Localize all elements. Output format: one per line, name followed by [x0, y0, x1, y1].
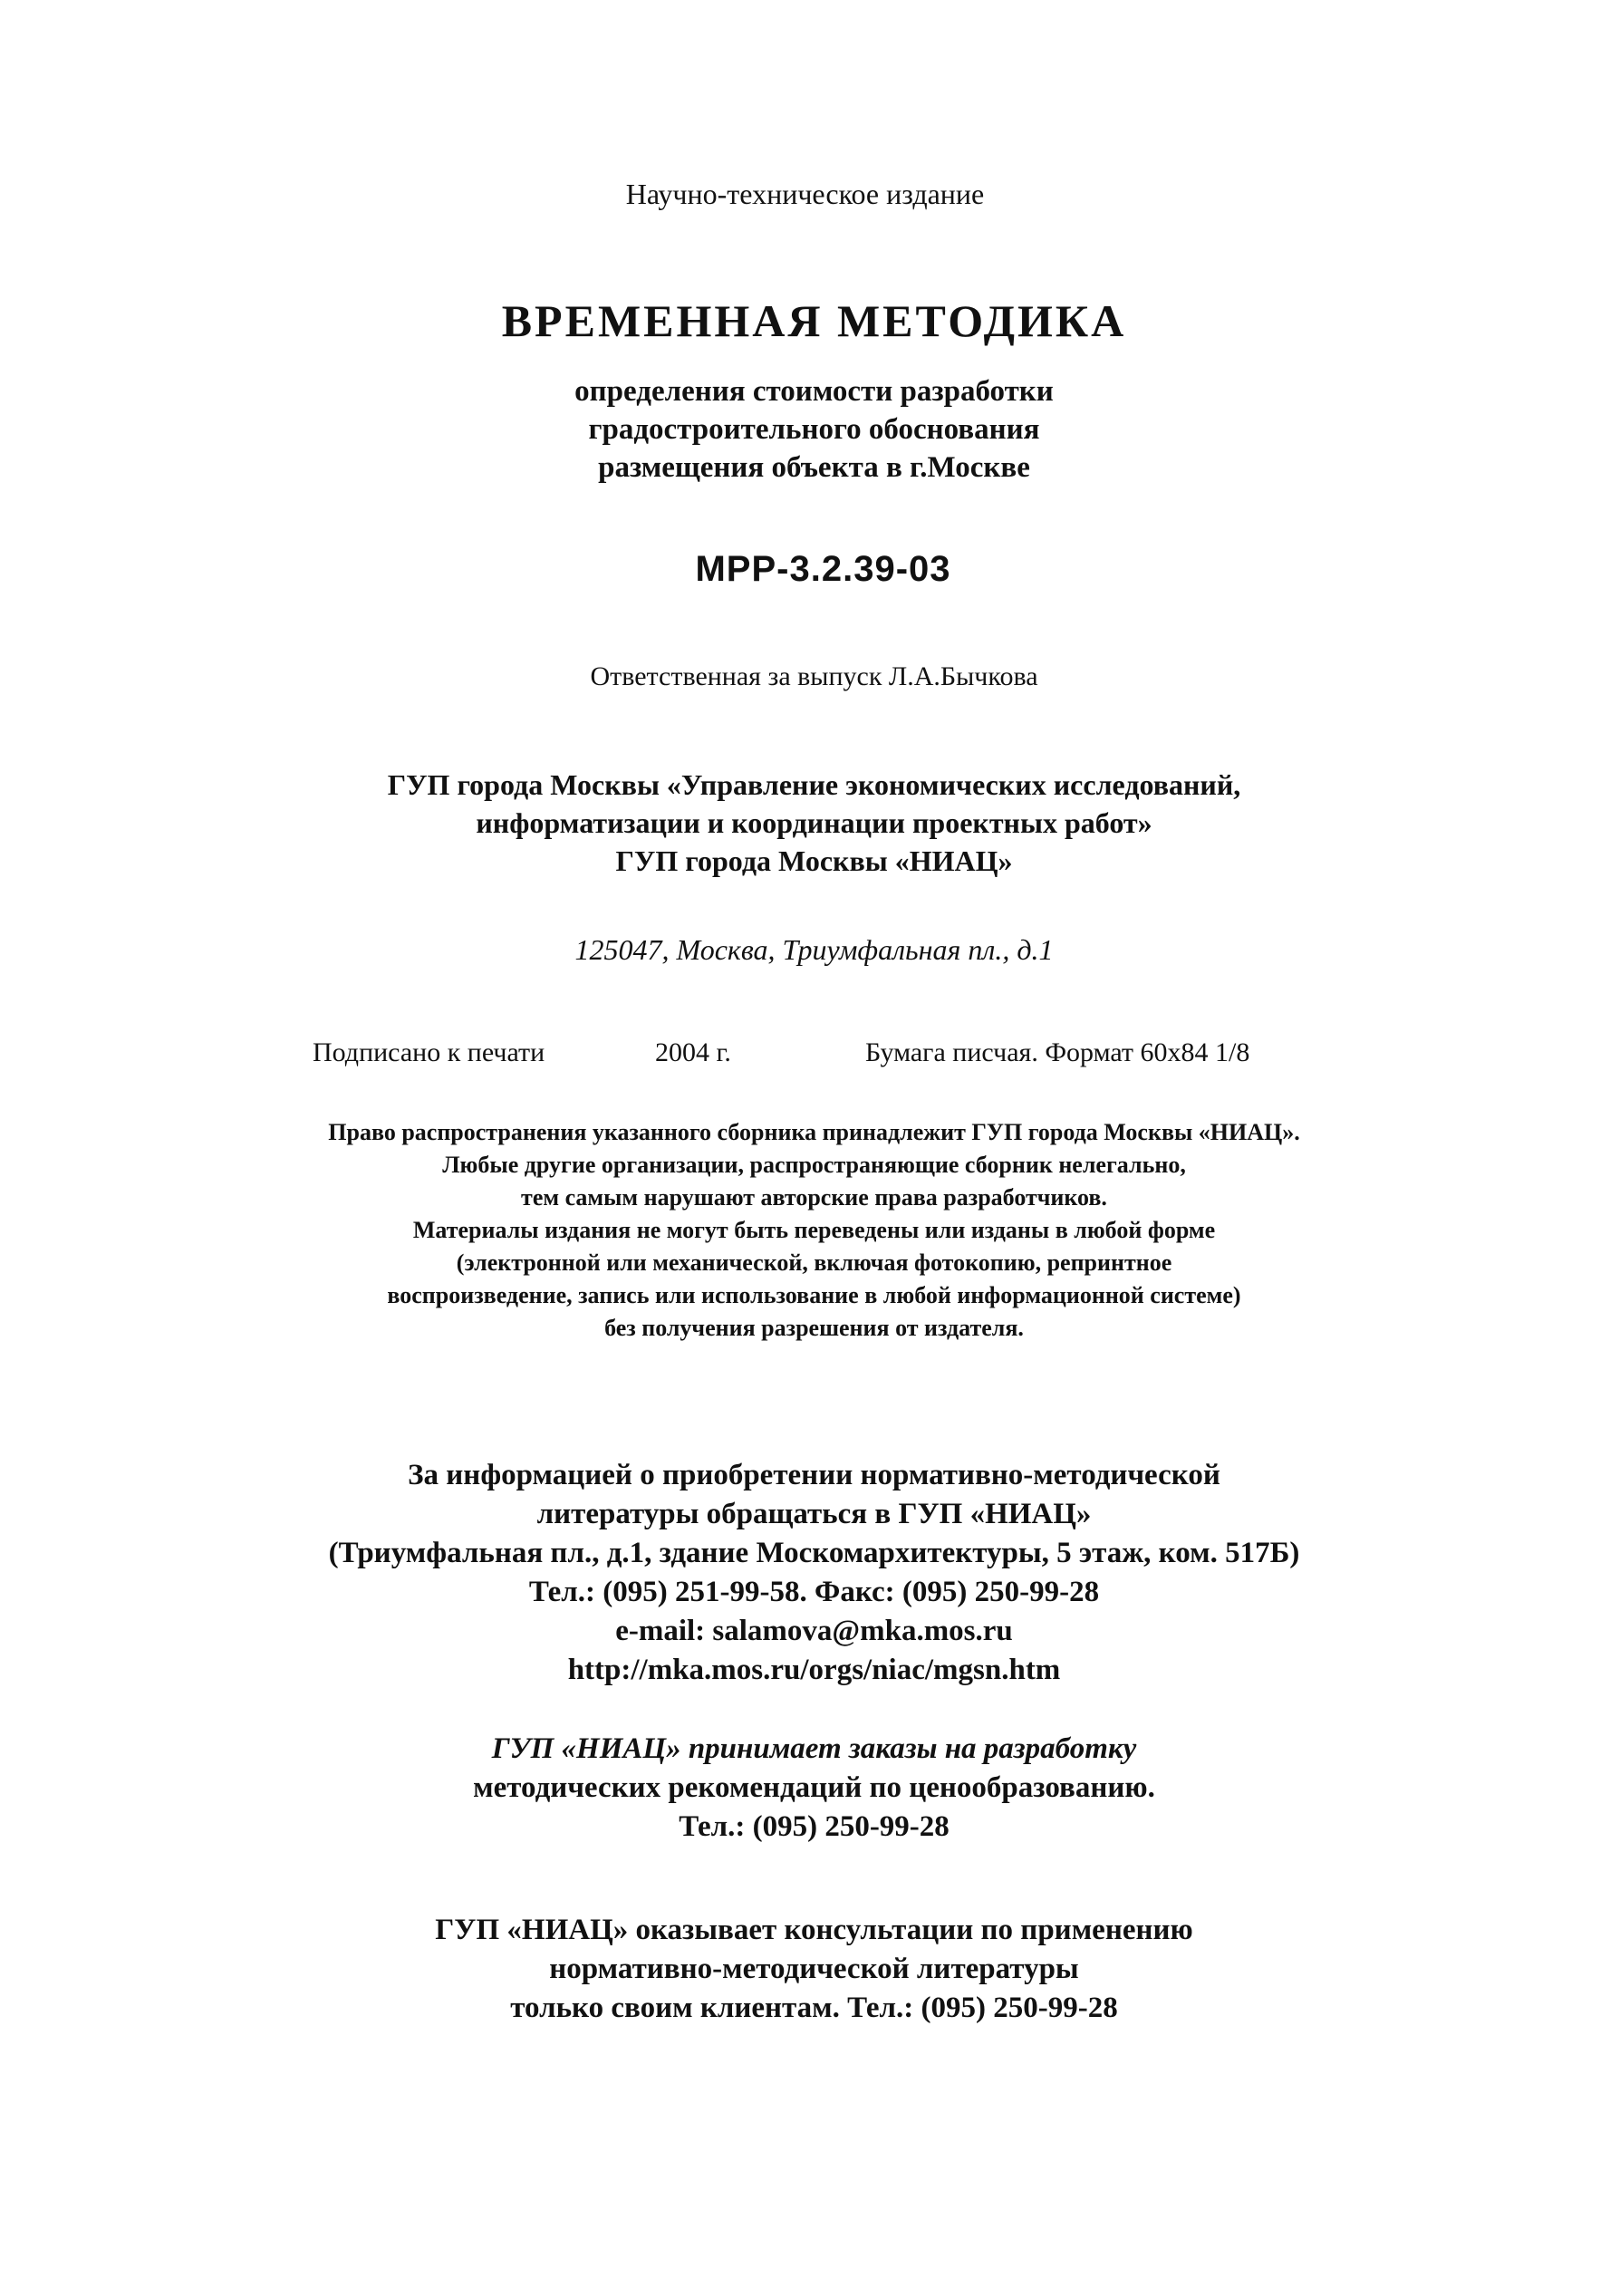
info-email: e-mail: salamova@mka.mos.ru: [615, 1615, 1013, 1647]
consult-line-2: нормативно-методической литературы: [549, 1953, 1079, 1985]
orders-phone: Тел.: (095) 250-99-28: [679, 1810, 950, 1843]
publication-type: Научно-техническое издание: [625, 178, 985, 210]
organization-line-3: ГУП города Москвы «НИАЦ»: [615, 844, 1013, 877]
info-line-2: литературы обращаться в ГУП «НИАЦ»: [536, 1498, 1092, 1530]
signed-for-print: Подписано к печати: [313, 1037, 545, 1067]
subtitle-line-3: размещения объекта в г.Москве: [598, 451, 1030, 484]
organization-line-1: ГУП города Москвы «Управление экономических исследований,: [387, 768, 1241, 801]
info-line-3: (Триумфальная пл., д.1, здание Москомархитектуры, 5 этаж, ком. 517Б): [328, 1537, 1300, 1569]
document-code: МРР-3.2.39-03: [695, 549, 951, 589]
rights-line-1: Право распространения указанного сборника принадлежит ГУП города Москвы «НИАЦ».: [328, 1119, 1300, 1145]
print-year: 2004 г.: [655, 1037, 731, 1067]
rights-line-6: воспроизведение, запись или использование в любой информационной системе): [387, 1282, 1241, 1308]
consult-phone: только своим клиентам. Тел.: (095) 250-99-28: [510, 1992, 1118, 2024]
subtitle-line-1: определения стоимости разработки: [574, 375, 1054, 408]
rights-line-5: (электронной или механической, включая фотокопию, репринтное: [456, 1249, 1172, 1276]
rights-line-7: без получения разрешения от издателя.: [604, 1315, 1024, 1341]
subtitle-line-2: градостроительного обоснования: [588, 413, 1040, 446]
info-line-1: За информацией о приобретении нормативно-методической: [408, 1459, 1220, 1491]
info-phone-fax: Тел.: (095) 251-99-58. Факс: (095) 250-99-28: [528, 1576, 1100, 1608]
orders-line-2: методических рекомендаций по ценообразованию.: [473, 1771, 1155, 1804]
consult-line-1: ГУП «НИАЦ» оказывает консультации по применению: [435, 1914, 1193, 1946]
responsible-editor: Ответственная за выпуск Л.А.Бычкова: [590, 661, 1038, 691]
info-website: http://mka.mos.ru/orgs/niac/mgsn.htm: [567, 1654, 1061, 1686]
rights-line-2: Любые другие организации, распространяющие сборник нелегально,: [442, 1152, 1186, 1178]
rights-line-3: тем самым нарушают авторские права разработчиков.: [521, 1184, 1107, 1211]
document-title: ВРЕМЕННАЯ МЕТОДИКА: [501, 295, 1127, 346]
organization-line-2: информатизации и координации проектных работ»: [476, 806, 1152, 839]
orders-line-1: ГУП «НИАЦ» принимает заказы на разработку: [491, 1732, 1137, 1765]
rights-line-4: Материалы издания не могут быть переведены или изданы в любой форме: [412, 1217, 1216, 1243]
paper-format: Бумага писчая. Формат 60х84 1/8: [865, 1037, 1250, 1067]
organization-address: 125047, Москва, Триумфальная пл., д.1: [574, 933, 1054, 966]
